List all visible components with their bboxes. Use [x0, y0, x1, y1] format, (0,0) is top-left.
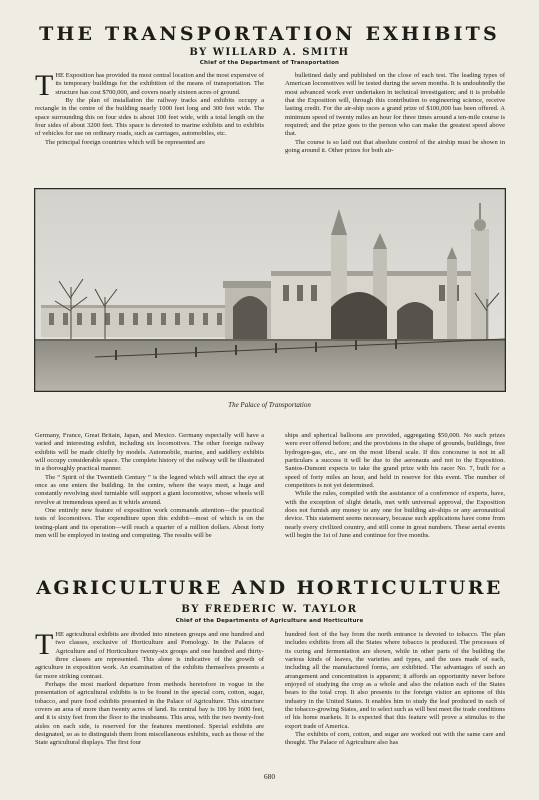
paragraph [285, 490, 505, 540]
paragraph [285, 631, 505, 731]
drop-cap: T [35, 631, 54, 661]
palace-photo-illustration [35, 189, 505, 391]
paragraph-text: The exhibits of corn, cotton, and sugar are worked out with the same care and thought. The Palace of Agriculture also has [285, 731, 505, 747]
paragraph [35, 432, 264, 474]
paragraph-text: hundred feet of the bay from the north entrance is devoted to tobacco. The plan includes exhibits from all the States where tobacco is produced. The processes of its curing and fermentation are shown, while in other parts of the building the various kinds of leaves, the varieties and types, and the uses made of each, including all the manufactured forms, are exhibited. The advantages of such an arrangement and concentration is apparent; it affords an opportunity never before enjoyed of studying the crop as a whole and also the relation each of the States bears to the total crop. It also presents to the foreign visitor an epitome of this industry in the United States. It enables him to study the leaf produced in each of the tobacco-growing States, and to select such as will best meet the trade conditions of his home markets. It is expected that this feature will prove a stimulus to the export trade of America. [285, 631, 505, 730]
article1-column-4 [285, 432, 505, 560]
article1-column-3 [35, 432, 264, 560]
paragraph-text: The principal foreign countries which will be represented are [45, 138, 205, 146]
paragraph-text: The course is so laid out that absolute control of the airship must be shown in going around it. Other prizes for both air- [285, 138, 505, 155]
byline-frederic-taylor: BY FREDERIC W. TAYLOR [181, 604, 358, 615]
paragraph [35, 507, 264, 540]
department-line-transportation: Chief of the Department of Transportation [199, 60, 340, 66]
photo-caption: The Palace of Transportation [228, 401, 311, 409]
paragraph-text: HE Exposition has provided its most central location and the most expensive of its temporary buildings for the exhibition of the means of transportation. The structure has cost $700,000, and covers nearly sixteen acres of ground. [55, 72, 264, 96]
paragraph-text: Perhaps the most marked departure from methods heretofore in vogue in the presentation of agricultural exhibits is to be found in the special corn, cotton, sugar, tobacco, and pure food exhibits presented in the Palace of Agriculture. This structure covers an area of more than twenty acres of land. Its central bay is 106 by 1600 feet, and it is sixty feet from the floor to the trusbeams. This area, with the two twenty-foot aisles on each side, is reserved for the features mentioned. Special exhibits are designated, so as to distinguish them from miscellaneous exhibits, such as those of the State agricultural displays. The first four [35, 681, 264, 747]
paragraph [35, 681, 264, 748]
drop-cap: T [35, 72, 54, 102]
paragraph-text: One entirely new feature of exposition work commands attention—the practical tests of locomotives. The expenditure upon this exhibit—most of which is on the testing-plant and its operation—will reach a quarter of a million dollars. About forty men will be employed in testing and computing. The results will be [35, 507, 264, 540]
article1-column-1 [35, 72, 264, 172]
paragraph [35, 631, 264, 681]
article2-column-1 [35, 631, 264, 761]
paragraph-text: HE agricultural exhibits are divided into nineteen groups and one hundred and two classes, exclusive of Horticulture and Pomology. In the Palaces of Agriculture and of Horticulture twenty-six groups and one hundred and thirty-three classes are represented. This alone is indicative of the growth of agriculture in exposition work. An examination of the exhibits themselves presents a far more striking contrast. [35, 631, 264, 680]
paragraph [285, 731, 505, 748]
paragraph [35, 72, 264, 102]
paragraph [35, 474, 264, 507]
paragraph [285, 72, 505, 139]
department-line-agriculture: Chief of the Departments of Agriculture and Horticulture [175, 618, 364, 624]
page-number: 680 [263, 772, 276, 781]
paragraph [35, 139, 264, 147]
paragraph [285, 139, 505, 156]
paragraph-text: Germany, France, Great Britain, Japan, and Mexico. Germany especially will have a varied and interesting exhibit, including six locomotives. The other foreign railway exhibits will be made chiefly by models. Automobile, marine, and saddlery exhibits will occupy considerable space. The complete history of the railway will be illustrated in a thoroughly practical manner. [35, 432, 264, 473]
paragraph [35, 97, 264, 139]
paragraph-text: By the plan of installation the railway tracks and exhibits occupy a rectangle in the centre of the building nearly 1000 feet long and 300 feet wide. The space surrounding this on four sides is about 100 feet wide, with a total length on the four sides of about 3200 feet. This space is devoted to marine exhibits and to exhibits of vehicles for use on ordinary roads, such as carriages, automobiles, etc. [35, 97, 264, 138]
paragraph-text: While the rules, compiled with the assistance of a conference of experts, have, with the exception of slight details, met with universal approval, the Exposition does not furnish any money to any one for building air-ships or any aeronautical device. This statement seems necessary, because such applications have come from nearly every civilized country, and still come in great numbers. These aerial events will begin the 1st of June and continue for five months. [285, 490, 505, 540]
byline-willard-smith: BY WILLARD A. SMITH [189, 47, 350, 58]
palace-of-transportation-photo [34, 188, 506, 392]
paragraph-text: bulletined daily and published on the close of each test. The leading types of American locomotives will be tested during the seven months. It is undoubtedly the most advanced work ever undertaken in technical investigation; and it is probable that the Exposition will, through this contribution to engineering science, receive lasting credit. For the air-ship races a grand prize of $100,000 has been offered. A minimum speed of twenty miles an hour for three times around a ten-mile course is required; and the prize goes to the person who can make the greatest speed above that. [285, 72, 505, 138]
article-title-agriculture: AGRICULTURE AND HORTICULTURE [36, 577, 503, 599]
article-title-transportation: THE TRANSPORTATION EXHIBITS [39, 23, 500, 45]
paragraph-text: The “ Spirit of the Twentieth Century ” is the legend which will attract the eye at once as one enters the building. In the centre, where the ways meet, a huge and constantly revolving steel turntable will support a giant locomotive, whose wheels will revolve at tremendous speed as it whirls around. [35, 473, 264, 506]
paragraph [285, 432, 505, 490]
article1-column-2 [285, 72, 505, 172]
article2-column-2 [285, 631, 505, 761]
paragraph-text: ships and spherical balloons are provided, aggregating $50,000. No such prizes were ever offered before; and the provisions in the shape of grounds, buildings, free hydrogen-gas, etc., are on the most liberal scale. If this concourse is not in all particulars a success it will be due to the aeronauts and not to the Exposition. Santos-Dumont expects to take the grand prize with his racer No. 7, built for a speed of forty miles an hour, and held in reserve for this event. The number of competitors is not yet determined. [285, 432, 505, 490]
